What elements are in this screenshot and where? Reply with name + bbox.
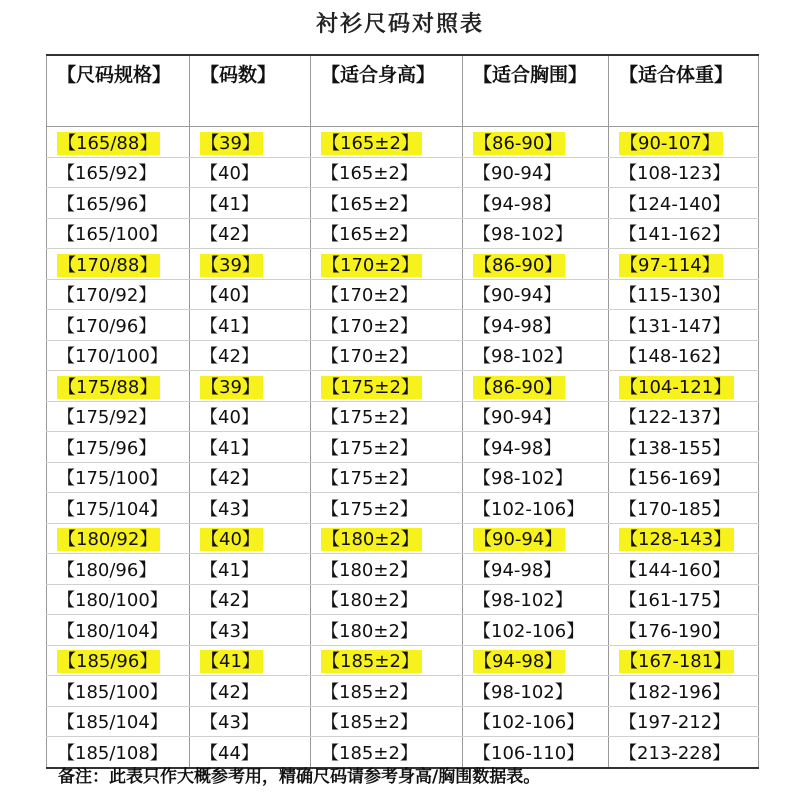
cell-size-number bbox=[190, 310, 311, 341]
cell-size-spec bbox=[47, 584, 190, 615]
cell-value: 【185±2】 bbox=[321, 712, 418, 734]
cell-value: 【42】 bbox=[200, 468, 259, 490]
cell-chest bbox=[463, 249, 609, 280]
cell-height bbox=[311, 645, 463, 676]
cell-value: 【43】 bbox=[200, 620, 259, 642]
table-row bbox=[47, 249, 759, 280]
table-row bbox=[47, 523, 759, 554]
cell-size-number bbox=[190, 676, 311, 707]
table-row bbox=[47, 615, 759, 646]
cell-value: 【148-162】 bbox=[619, 346, 731, 368]
cell-value: 【161-175】 bbox=[619, 590, 731, 612]
cell-value: 【42】 bbox=[200, 346, 259, 368]
table-row bbox=[47, 554, 759, 585]
cell-value: 【98-102】 bbox=[473, 590, 573, 612]
cell-value: 【180/100】 bbox=[57, 590, 168, 612]
cell-value: 【94-98】 bbox=[473, 559, 562, 581]
cell-value: 【170±2】 bbox=[321, 285, 418, 307]
cell-weight bbox=[609, 706, 759, 737]
cell-value: 【185±2】 bbox=[321, 681, 418, 703]
cell-size-number bbox=[190, 584, 311, 615]
cell-size-spec bbox=[47, 371, 190, 402]
cell-value: 【165±2】 bbox=[321, 224, 418, 246]
table-row bbox=[47, 462, 759, 493]
cell-value: 【42】 bbox=[200, 590, 259, 612]
cell-value: 【185±2】 bbox=[321, 650, 422, 673]
cell-weight bbox=[609, 401, 759, 432]
cell-chest bbox=[463, 157, 609, 188]
table-header-row bbox=[47, 55, 759, 127]
cell-chest bbox=[463, 340, 609, 371]
cell-value: 【102-106】 bbox=[473, 498, 585, 520]
cell-value: 【94-98】 bbox=[473, 193, 562, 215]
cell-size-spec bbox=[47, 706, 190, 737]
cell-value: 【90-94】 bbox=[473, 407, 562, 429]
cell-height bbox=[311, 432, 463, 463]
cell-value: 【175/100】 bbox=[57, 468, 168, 490]
cell-height bbox=[311, 218, 463, 249]
cell-value: 【175±2】 bbox=[321, 437, 418, 459]
cell-chest bbox=[463, 615, 609, 646]
cell-chest bbox=[463, 462, 609, 493]
cell-value: 【98-102】 bbox=[473, 468, 573, 490]
cell-chest bbox=[463, 127, 609, 158]
cell-chest bbox=[463, 645, 609, 676]
table-row bbox=[47, 157, 759, 188]
cell-value: 【182-196】 bbox=[619, 681, 731, 703]
cell-value: 【170±2】 bbox=[321, 346, 418, 368]
cell-weight bbox=[609, 462, 759, 493]
cell-weight bbox=[609, 249, 759, 280]
table-body bbox=[47, 127, 759, 768]
cell-size-number bbox=[190, 493, 311, 524]
cell-size-spec bbox=[47, 157, 190, 188]
cell-value: 【94-98】 bbox=[473, 650, 565, 673]
cell-size-spec bbox=[47, 401, 190, 432]
cell-height bbox=[311, 401, 463, 432]
cell-value: 【175±2】 bbox=[321, 468, 418, 490]
cell-value: 【176-190】 bbox=[619, 620, 731, 642]
cell-value: 【167-181】 bbox=[619, 650, 734, 673]
cell-value: 【86-90】 bbox=[473, 376, 565, 399]
cell-value: 【97-114】 bbox=[619, 254, 723, 277]
cell-weight bbox=[609, 584, 759, 615]
cell-height bbox=[311, 188, 463, 219]
cell-size-spec bbox=[47, 462, 190, 493]
cell-value: 【144-160】 bbox=[619, 559, 731, 581]
cell-height bbox=[311, 310, 463, 341]
cell-height bbox=[311, 371, 463, 402]
cell-value: 【106-110】 bbox=[473, 742, 585, 764]
page-title: 衬衫尺码对照表 bbox=[315, 12, 484, 37]
cell-value: 【124-140】 bbox=[619, 193, 731, 215]
cell-value: 【185/100】 bbox=[57, 681, 168, 703]
cell-weight bbox=[609, 737, 759, 768]
table-row bbox=[47, 371, 759, 402]
cell-value: 【43】 bbox=[200, 712, 259, 734]
cell-value: 【86-90】 bbox=[473, 254, 565, 277]
cell-chest bbox=[463, 523, 609, 554]
table-row bbox=[47, 279, 759, 310]
cell-value: 【185/104】 bbox=[57, 712, 168, 734]
cell-value: 【175/104】 bbox=[57, 498, 168, 520]
cell-value: 【170±2】 bbox=[321, 254, 422, 277]
cell-value: 【94-98】 bbox=[473, 437, 562, 459]
cell-chest bbox=[463, 279, 609, 310]
cell-value: 【39】 bbox=[200, 376, 263, 399]
cell-chest bbox=[463, 706, 609, 737]
cell-size-spec bbox=[47, 340, 190, 371]
table-row bbox=[47, 432, 759, 463]
table-row bbox=[47, 127, 759, 158]
cell-chest bbox=[463, 432, 609, 463]
cell-size-number bbox=[190, 554, 311, 585]
cell-size-spec bbox=[47, 554, 190, 585]
cell-size-spec bbox=[47, 188, 190, 219]
cell-value: 【39】 bbox=[200, 132, 263, 155]
cell-value: 【90-94】 bbox=[473, 163, 562, 185]
cell-weight bbox=[609, 218, 759, 249]
cell-value: 【40】 bbox=[200, 528, 263, 551]
size-chart-table bbox=[46, 54, 759, 769]
cell-size-spec bbox=[47, 218, 190, 249]
cell-value: 【86-90】 bbox=[473, 132, 565, 155]
cell-value: 【170±2】 bbox=[321, 315, 418, 337]
cell-weight bbox=[609, 279, 759, 310]
cell-chest bbox=[463, 493, 609, 524]
table-row bbox=[47, 218, 759, 249]
cell-weight bbox=[609, 188, 759, 219]
cell-value: 【138-155】 bbox=[619, 437, 731, 459]
header-chest: 【适合胸围】 bbox=[463, 55, 609, 127]
cell-value: 【165/96】 bbox=[57, 193, 157, 215]
table-row bbox=[47, 645, 759, 676]
cell-chest bbox=[463, 676, 609, 707]
cell-weight bbox=[609, 645, 759, 676]
cell-height bbox=[311, 523, 463, 554]
cell-value: 【175/96】 bbox=[57, 437, 157, 459]
cell-value: 【108-123】 bbox=[619, 163, 731, 185]
cell-value: 【165/92】 bbox=[57, 163, 157, 185]
table-row bbox=[47, 676, 759, 707]
header-weight: 【适合体重】 bbox=[609, 55, 759, 127]
table-row bbox=[47, 401, 759, 432]
cell-value: 【39】 bbox=[200, 254, 263, 277]
cell-height bbox=[311, 462, 463, 493]
cell-weight bbox=[609, 371, 759, 402]
cell-weight bbox=[609, 676, 759, 707]
cell-value: 【41】 bbox=[200, 315, 259, 337]
cell-weight bbox=[609, 310, 759, 341]
cell-height bbox=[311, 127, 463, 158]
cell-size-number bbox=[190, 615, 311, 646]
cell-value: 【102-106】 bbox=[473, 620, 585, 642]
cell-value: 【43】 bbox=[200, 498, 259, 520]
cell-weight bbox=[609, 615, 759, 646]
cell-value: 【98-102】 bbox=[473, 224, 573, 246]
cell-value: 【40】 bbox=[200, 407, 259, 429]
cell-size-spec bbox=[47, 432, 190, 463]
cell-value: 【41】 bbox=[200, 559, 259, 581]
cell-value: 【175±2】 bbox=[321, 498, 418, 520]
cell-value: 【165/100】 bbox=[57, 224, 168, 246]
cell-value: 【180/104】 bbox=[57, 620, 168, 642]
table-row bbox=[47, 310, 759, 341]
cell-value: 【44】 bbox=[200, 742, 259, 764]
header-size-spec: 【尺码规格】 bbox=[47, 55, 190, 127]
cell-value: 【40】 bbox=[200, 163, 259, 185]
cell-value: 【170/88】 bbox=[57, 254, 160, 277]
cell-value: 【165±2】 bbox=[321, 193, 418, 215]
cell-height bbox=[311, 279, 463, 310]
cell-value: 【180±2】 bbox=[321, 590, 418, 612]
cell-value: 【131-147】 bbox=[619, 315, 731, 337]
cell-size-spec bbox=[47, 676, 190, 707]
cell-size-spec bbox=[47, 493, 190, 524]
cell-size-number bbox=[190, 279, 311, 310]
cell-value: 【40】 bbox=[200, 285, 259, 307]
cell-size-spec bbox=[47, 645, 190, 676]
cell-size-number bbox=[190, 249, 311, 280]
cell-value: 【90-107】 bbox=[619, 132, 723, 155]
cell-value: 【141-162】 bbox=[619, 224, 731, 246]
cell-value: 【165±2】 bbox=[321, 132, 422, 155]
cell-weight bbox=[609, 157, 759, 188]
cell-size-number bbox=[190, 645, 311, 676]
cell-value: 【42】 bbox=[200, 224, 259, 246]
cell-size-number bbox=[190, 188, 311, 219]
cell-value: 【180/92】 bbox=[57, 528, 160, 551]
cell-chest bbox=[463, 401, 609, 432]
cell-weight bbox=[609, 554, 759, 585]
cell-weight bbox=[609, 340, 759, 371]
cell-value: 【185±2】 bbox=[321, 742, 418, 764]
cell-chest bbox=[463, 371, 609, 402]
table-row bbox=[47, 584, 759, 615]
cell-value: 【170/96】 bbox=[57, 315, 157, 337]
cell-value: 【180/96】 bbox=[57, 559, 157, 581]
cell-size-number bbox=[190, 523, 311, 554]
cell-value: 【90-94】 bbox=[473, 285, 562, 307]
table-row bbox=[47, 706, 759, 737]
cell-value: 【170-185】 bbox=[619, 498, 731, 520]
cell-weight bbox=[609, 432, 759, 463]
cell-value: 【42】 bbox=[200, 681, 259, 703]
table-row bbox=[47, 493, 759, 524]
cell-size-spec bbox=[47, 310, 190, 341]
table-row bbox=[47, 188, 759, 219]
cell-size-number bbox=[190, 462, 311, 493]
cell-height bbox=[311, 676, 463, 707]
cell-weight bbox=[609, 127, 759, 158]
cell-size-number bbox=[190, 401, 311, 432]
cell-value: 【122-137】 bbox=[619, 407, 731, 429]
cell-chest bbox=[463, 584, 609, 615]
cell-value: 【41】 bbox=[200, 650, 263, 673]
cell-height bbox=[311, 706, 463, 737]
cell-chest bbox=[463, 218, 609, 249]
cell-value: 【175/92】 bbox=[57, 407, 157, 429]
cell-value: 【170/100】 bbox=[57, 346, 168, 368]
cell-height bbox=[311, 584, 463, 615]
cell-value: 【175±2】 bbox=[321, 407, 418, 429]
cell-size-number bbox=[190, 706, 311, 737]
cell-value: 【94-98】 bbox=[473, 315, 562, 337]
cell-value: 【180±2】 bbox=[321, 528, 422, 551]
cell-value: 【165/88】 bbox=[57, 132, 160, 155]
header-size-number: 【码数】 bbox=[190, 55, 311, 127]
cell-value: 【213-228】 bbox=[619, 742, 731, 764]
cell-height bbox=[311, 157, 463, 188]
footnote: 备注：此表只作大概参考用，精确尺码请参考身高/胸围数据表。 bbox=[58, 767, 541, 787]
cell-size-number bbox=[190, 218, 311, 249]
cell-size-number bbox=[190, 371, 311, 402]
cell-size-number bbox=[190, 432, 311, 463]
cell-size-spec bbox=[47, 127, 190, 158]
cell-value: 【98-102】 bbox=[473, 346, 573, 368]
cell-chest bbox=[463, 554, 609, 585]
cell-value: 【41】 bbox=[200, 437, 259, 459]
cell-height bbox=[311, 615, 463, 646]
cell-value: 【115-130】 bbox=[619, 285, 731, 307]
cell-value: 【102-106】 bbox=[473, 712, 585, 734]
cell-value: 【185/108】 bbox=[57, 742, 168, 764]
cell-value: 【175±2】 bbox=[321, 376, 422, 399]
cell-height bbox=[311, 493, 463, 524]
cell-height bbox=[311, 249, 463, 280]
cell-chest bbox=[463, 310, 609, 341]
table-row bbox=[47, 340, 759, 371]
cell-size-number bbox=[190, 127, 311, 158]
cell-size-spec bbox=[47, 279, 190, 310]
cell-value: 【180±2】 bbox=[321, 559, 418, 581]
cell-value: 【170/92】 bbox=[57, 285, 157, 307]
cell-size-spec bbox=[47, 249, 190, 280]
cell-size-spec bbox=[47, 523, 190, 554]
header-height: 【适合身高】 bbox=[311, 55, 463, 127]
cell-size-number bbox=[190, 340, 311, 371]
cell-value: 【156-169】 bbox=[619, 468, 731, 490]
cell-value: 【175/88】 bbox=[57, 376, 160, 399]
cell-value: 【41】 bbox=[200, 193, 259, 215]
cell-value: 【165±2】 bbox=[321, 163, 418, 185]
cell-value: 【185/96】 bbox=[57, 650, 160, 673]
cell-value: 【180±2】 bbox=[321, 620, 418, 642]
cell-weight bbox=[609, 493, 759, 524]
cell-value: 【90-94】 bbox=[473, 528, 565, 551]
cell-height bbox=[311, 554, 463, 585]
cell-height bbox=[311, 340, 463, 371]
cell-chest bbox=[463, 188, 609, 219]
cell-weight bbox=[609, 523, 759, 554]
cell-size-spec bbox=[47, 615, 190, 646]
cell-value: 【128-143】 bbox=[619, 528, 734, 551]
cell-value: 【104-121】 bbox=[619, 376, 734, 399]
cell-size-number bbox=[190, 157, 311, 188]
cell-value: 【197-212】 bbox=[619, 712, 731, 734]
cell-value: 【98-102】 bbox=[473, 681, 573, 703]
